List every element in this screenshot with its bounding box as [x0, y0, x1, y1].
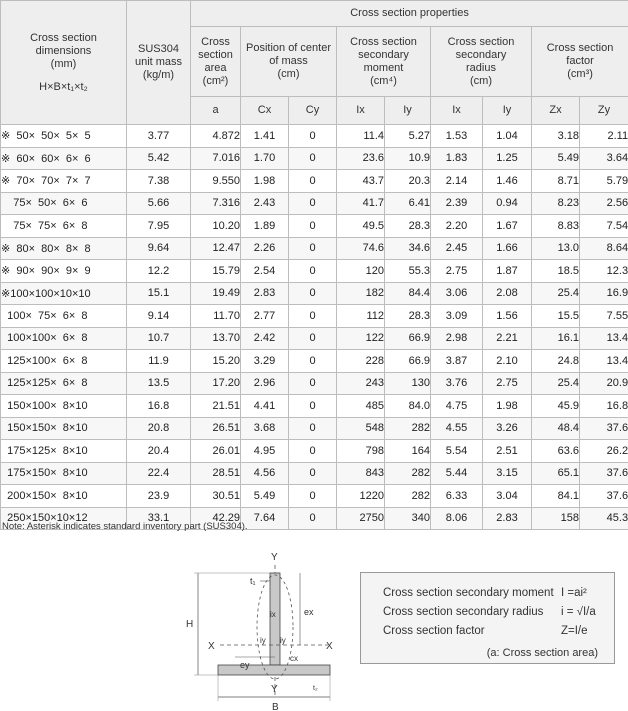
cell-dimensions: 150×150× 8×10 — [1, 417, 127, 440]
cell-dimensions: 125×100× 6× 8 — [1, 350, 127, 373]
formula-radius-expr: i = √I/a — [561, 606, 596, 618]
cell-cx: 4.41 — [241, 395, 289, 418]
cell-cx: 4.95 — [241, 440, 289, 463]
cell-zx: 18.5 — [532, 260, 580, 283]
cell-dimensions: 125×125× 6× 8 — [1, 372, 127, 395]
table-row — [1, 260, 628, 283]
subheader-zy: Zy — [580, 97, 628, 125]
label-ey: ey — [240, 660, 250, 670]
cell-zy: 37.6 — [580, 462, 628, 485]
cell-iy-radius: 2.08 — [483, 282, 532, 305]
header-factor-line2: factor — [566, 55, 594, 67]
cell-area: 12.47 — [191, 237, 241, 260]
cell-ix-moment: 43.7 — [337, 170, 385, 193]
cell-cy: 0 — [289, 327, 337, 350]
cell-iy-moment: 282 — [385, 485, 431, 508]
table-row — [1, 192, 628, 215]
cell-dimensions: 200×150× 8×10 — [1, 485, 127, 508]
cell-zy: 37.6 — [580, 485, 628, 508]
cell-dimensions: 150×100× 8×10 — [1, 395, 127, 418]
cell-cx: 1.89 — [241, 215, 289, 238]
cell-cx: 3.68 — [241, 417, 289, 440]
formula-row-radius — [383, 606, 596, 618]
cell-zy: 3.64 — [580, 147, 628, 170]
cell-iy-radius: 3.26 — [483, 417, 532, 440]
cell-ix-moment: 228 — [337, 350, 385, 373]
cell-zx: 15.5 — [532, 305, 580, 328]
cell-zy: 5.79 — [580, 170, 628, 193]
table-row — [1, 215, 628, 238]
cell-cy: 0 — [289, 350, 337, 373]
cell-ix-radius: 6.33 — [431, 485, 483, 508]
table-row — [1, 350, 628, 373]
header-center-of-mass — [241, 27, 337, 97]
cell-dimensions: 100×100× 6× 8 — [1, 327, 127, 350]
header-com-line1: Position of center — [246, 42, 331, 54]
header-properties-title: Cross section properties — [191, 1, 628, 27]
cell-mass: 5.42 — [127, 147, 191, 170]
label-x-right: X — [326, 641, 333, 652]
header-dimensions-line1: Cross section — [30, 31, 97, 44]
cell-ix-moment: 120 — [337, 260, 385, 283]
cell-area: 10.20 — [191, 215, 241, 238]
subheader-ix-moment: Ix — [337, 97, 385, 125]
header-area — [191, 27, 241, 97]
cell-mass: 7.38 — [127, 170, 191, 193]
cell-ix-moment: 1220 — [337, 485, 385, 508]
cell-ix-radius: 2.75 — [431, 260, 483, 283]
header-secondary-moment — [337, 27, 431, 97]
subheader-a: a — [191, 97, 241, 125]
header-area-line3: area — [204, 61, 227, 74]
subheader-ix-radius: Ix — [431, 97, 483, 125]
formula-factor-label: Cross section factor — [383, 625, 485, 637]
cell-cy: 0 — [289, 440, 337, 463]
cell-area: 9.550 — [191, 170, 241, 193]
header-moment-line4: (cm⁴) — [370, 74, 397, 87]
cell-zx: 25.4 — [532, 372, 580, 395]
cell-ix-moment: 41.7 — [337, 192, 385, 215]
cell-zx: 158 — [532, 507, 580, 530]
cell-ix-radius: 3.09 — [431, 305, 483, 328]
cell-ix-moment: 74.6 — [337, 237, 385, 260]
header-com-line2: of mass — [269, 55, 308, 67]
cell-iy-radius: 1.56 — [483, 305, 532, 328]
formula-row-factor — [383, 625, 588, 637]
cell-zx: 3.18 — [532, 125, 580, 148]
header-factor-line3: (cm³) — [567, 68, 593, 80]
cell-mass: 11.9 — [127, 350, 191, 373]
cell-zy: 12.3 — [580, 260, 628, 283]
cell-dimensions: 75× 50× 6× 6 — [1, 192, 127, 215]
cell-cy: 0 — [289, 417, 337, 440]
cell-zy: 2.56 — [580, 192, 628, 215]
cell-ix-radius: 1.83 — [431, 147, 483, 170]
label-y-bottom: Y — [271, 684, 278, 695]
cell-iy-radius: 1.67 — [483, 215, 532, 238]
cell-dimensions: 100× 75× 6× 8 — [1, 305, 127, 328]
cell-cx: 2.42 — [241, 327, 289, 350]
cell-iy-moment: 84.0 — [385, 395, 431, 418]
cell-iy-radius: 3.15 — [483, 462, 532, 485]
subheader-zx: Zx — [532, 97, 580, 125]
cell-area: 4.872 — [191, 125, 241, 148]
table-row — [1, 147, 628, 170]
cell-iy-radius: 2.51 — [483, 440, 532, 463]
formula-row-moment — [383, 587, 587, 599]
label-iy-right: iy — [280, 636, 286, 645]
cell-area: 7.016 — [191, 147, 241, 170]
table-row — [1, 305, 628, 328]
cell-iy-radius: 1.66 — [483, 237, 532, 260]
cell-zx: 8.23 — [532, 192, 580, 215]
table-row — [1, 125, 628, 148]
cell-zy: 26.2 — [580, 440, 628, 463]
cell-area: 30.51 — [191, 485, 241, 508]
subheader-cy: Cy — [289, 97, 337, 125]
table-row — [1, 462, 628, 485]
cell-mass: 3.77 — [127, 125, 191, 148]
table-row — [1, 440, 628, 463]
label-b: B — [272, 702, 279, 711]
cell-area: 42.29 — [191, 507, 241, 530]
header-com-line3: (cm) — [277, 68, 300, 80]
cell-ix-radius: 3.06 — [431, 282, 483, 305]
flange-plate — [218, 665, 330, 675]
cell-iy-moment: 28.3 — [385, 215, 431, 238]
header-unit-mass — [127, 1, 191, 125]
cell-dimensions: ※100×100×10×10 — [1, 282, 127, 305]
header-dimensions — [1, 1, 127, 125]
header-area-line2: section — [198, 48, 233, 61]
table-row — [1, 170, 628, 193]
cell-area: 13.70 — [191, 327, 241, 350]
cell-iy-radius: 2.75 — [483, 372, 532, 395]
cell-cx: 7.64 — [241, 507, 289, 530]
cell-dimensions: ※ 70× 70× 7× 7 — [1, 170, 127, 193]
cell-iy-radius: 2.21 — [483, 327, 532, 350]
cell-cx: 2.54 — [241, 260, 289, 283]
cell-iy-moment: 282 — [385, 462, 431, 485]
cell-dimensions: ※ 60× 60× 6× 6 — [1, 147, 127, 170]
cell-area: 19.49 — [191, 282, 241, 305]
cell-zx: 63.6 — [532, 440, 580, 463]
cell-cx: 2.83 — [241, 282, 289, 305]
cell-ix-moment: 11.4 — [337, 125, 385, 148]
cell-area: 26.01 — [191, 440, 241, 463]
cell-ix-radius: 2.14 — [431, 170, 483, 193]
cell-cx: 3.29 — [241, 350, 289, 373]
cell-cx: 1.98 — [241, 170, 289, 193]
cell-iy-radius: 1.87 — [483, 260, 532, 283]
cell-iy-moment: 34.6 — [385, 237, 431, 260]
cell-ix-radius: 5.44 — [431, 462, 483, 485]
cell-mass: 9.14 — [127, 305, 191, 328]
cell-zy: 16.9 — [580, 282, 628, 305]
header-section-factor — [532, 27, 628, 97]
cell-ix-moment: 798 — [337, 440, 385, 463]
cell-iy-radius: 1.25 — [483, 147, 532, 170]
cell-area: 21.51 — [191, 395, 241, 418]
table-row — [1, 237, 628, 260]
header-unit-mass-line2: unit mass — [134, 56, 183, 68]
cell-zy: 8.64 — [580, 237, 628, 260]
cell-mass: 23.9 — [127, 485, 191, 508]
cell-iy-radius: 2.10 — [483, 350, 532, 373]
cell-zx: 24.8 — [532, 350, 580, 373]
cell-ix-moment: 23.6 — [337, 147, 385, 170]
table-row — [1, 417, 628, 440]
label-t1: t₁ — [250, 576, 256, 586]
cell-iy-moment: 282 — [385, 417, 431, 440]
header-moment-line2: secondary — [358, 48, 409, 61]
cell-iy-radius: 1.98 — [483, 395, 532, 418]
header-radius-line2: secondary — [455, 48, 507, 61]
cell-iy-moment: 5.27 — [385, 125, 431, 148]
cell-cy: 0 — [289, 260, 337, 283]
web-plate — [270, 573, 280, 665]
cell-area: 28.51 — [191, 462, 241, 485]
label-x-left: X — [208, 641, 215, 652]
cell-iy-radius: 2.83 — [483, 507, 532, 530]
cell-iy-moment: 164 — [385, 440, 431, 463]
cell-mass: 22.4 — [127, 462, 191, 485]
cell-cy: 0 — [289, 305, 337, 328]
cell-cx: 2.26 — [241, 237, 289, 260]
cell-ix-radius: 4.55 — [431, 417, 483, 440]
formula-moment-expr: I =ai² — [561, 587, 587, 599]
subheader-iy-moment: Iy — [385, 97, 431, 125]
cell-ix-radius: 8.06 — [431, 507, 483, 530]
cell-cx: 1.41 — [241, 125, 289, 148]
cell-ix-moment: 843 — [337, 462, 385, 485]
cell-cx: 2.43 — [241, 192, 289, 215]
cell-ix-radius: 5.54 — [431, 440, 483, 463]
cell-mass: 20.8 — [127, 417, 191, 440]
header-dimensions-line4: H×B×t₁×t₂ — [39, 80, 88, 93]
header-moment-line1: Cross section — [350, 35, 417, 48]
cell-ix-moment: 485 — [337, 395, 385, 418]
cell-zx: 65.1 — [532, 462, 580, 485]
cell-zx: 45.9 — [532, 395, 580, 418]
cell-cx: 2.77 — [241, 305, 289, 328]
t-section-diagram — [180, 545, 350, 711]
cell-cx: 4.56 — [241, 462, 289, 485]
cell-dimensions: 175×150× 8×10 — [1, 462, 127, 485]
header-factor-line1: Cross section — [546, 42, 614, 54]
cell-iy-radius: 3.04 — [483, 485, 532, 508]
subheader-cx: Cx — [241, 97, 289, 125]
formula-factor-expr: Z=I/e — [561, 625, 588, 637]
cell-iy-radius: 1.04 — [483, 125, 532, 148]
cell-iy-moment: 10.9 — [385, 147, 431, 170]
cell-mass: 9.64 — [127, 237, 191, 260]
label-cx: cx — [290, 654, 298, 663]
cell-iy-moment: 84.4 — [385, 282, 431, 305]
cell-ix-moment: 182 — [337, 282, 385, 305]
cell-zy: 16.8 — [580, 395, 628, 418]
cell-ix-radius: 2.45 — [431, 237, 483, 260]
label-h: H — [186, 619, 194, 630]
cell-cy: 0 — [289, 372, 337, 395]
header-radius-line1: Cross section — [447, 35, 515, 48]
cell-zx: 48.4 — [532, 417, 580, 440]
cell-zx: 16.1 — [532, 327, 580, 350]
cell-dimensions: ※ 80× 80× 8× 8 — [1, 237, 127, 260]
cell-zy: 7.54 — [580, 215, 628, 238]
cell-dimensions: ※ 90× 90× 9× 9 — [1, 260, 127, 283]
cell-zx: 8.71 — [532, 170, 580, 193]
cell-iy-moment: 6.41 — [385, 192, 431, 215]
header-dimensions-line2: dimensions — [35, 44, 92, 57]
header-unit-mass-line3: (kg/m) — [142, 69, 175, 81]
cell-zy: 13.4 — [580, 350, 628, 373]
cell-ix-moment: 2750 — [337, 507, 385, 530]
table-row — [1, 372, 628, 395]
formula-moment-label: Cross section secondary moment — [383, 587, 554, 599]
header-unit-mass-line1: SUS304 — [138, 43, 179, 55]
cell-iy-moment: 130 — [385, 372, 431, 395]
header-secondary-radius — [431, 27, 532, 97]
cell-dimensions: 75× 75× 6× 8 — [1, 215, 127, 238]
header-moment-line3: moment — [363, 61, 404, 74]
cell-mass: 13.5 — [127, 372, 191, 395]
cell-cy: 0 — [289, 192, 337, 215]
cell-ix-moment: 122 — [337, 327, 385, 350]
header-radius-line4: (cm) — [470, 74, 492, 87]
cell-area: 15.79 — [191, 260, 241, 283]
cell-iy-moment: 340 — [385, 507, 431, 530]
cell-zy: 37.6 — [580, 417, 628, 440]
header-area-line4: (cm²) — [202, 74, 229, 87]
cell-ix-radius: 3.76 — [431, 372, 483, 395]
cell-cy: 0 — [289, 237, 337, 260]
cell-dimensions: 175×125× 8×10 — [1, 440, 127, 463]
formula-box — [360, 572, 615, 664]
cell-mass: 20.4 — [127, 440, 191, 463]
cell-zy: 13.4 — [580, 327, 628, 350]
cell-cy: 0 — [289, 462, 337, 485]
cell-area: 15.20 — [191, 350, 241, 373]
cell-cx: 5.49 — [241, 485, 289, 508]
cell-mass: 12.2 — [127, 260, 191, 283]
cell-ix-radius: 2.98 — [431, 327, 483, 350]
cell-ix-moment: 112 — [337, 305, 385, 328]
cell-iy-radius: 0.94 — [483, 192, 532, 215]
cell-ix-moment: 49.5 — [337, 215, 385, 238]
cell-zy: 7.55 — [580, 305, 628, 328]
cell-ix-moment: 243 — [337, 372, 385, 395]
cell-zx: 13.0 — [532, 237, 580, 260]
cell-zy: 2.11 — [580, 125, 628, 148]
cell-area: 17.20 — [191, 372, 241, 395]
cell-cy: 0 — [289, 125, 337, 148]
label-y-top: Y — [271, 552, 278, 563]
cell-mass: 16.8 — [127, 395, 191, 418]
label-ex: ex — [304, 607, 314, 617]
label-ix: ix — [270, 610, 276, 619]
header-dimensions-line3: (mm) — [50, 57, 77, 70]
cell-cx: 2.96 — [241, 372, 289, 395]
cell-cx: 1.70 — [241, 147, 289, 170]
cell-ix-radius: 2.39 — [431, 192, 483, 215]
cell-ix-radius: 4.75 — [431, 395, 483, 418]
cell-area: 7.316 — [191, 192, 241, 215]
cell-zx: 8.83 — [532, 215, 580, 238]
header-radius-line3: radius — [466, 61, 496, 74]
cell-cy: 0 — [289, 170, 337, 193]
cell-cy: 0 — [289, 507, 337, 530]
cell-iy-moment: 55.3 — [385, 260, 431, 283]
cell-zy: 45.3 — [580, 507, 628, 530]
cell-iy-moment: 20.3 — [385, 170, 431, 193]
label-iy-left: iy — [260, 636, 266, 645]
cell-mass: 15.1 — [127, 282, 191, 305]
cell-mass: 7.95 — [127, 215, 191, 238]
table-row — [1, 282, 628, 305]
cell-iy-moment: 66.9 — [385, 327, 431, 350]
cell-zx: 25.4 — [532, 282, 580, 305]
cell-cy: 0 — [289, 395, 337, 418]
cell-area: 11.70 — [191, 305, 241, 328]
table-body — [1, 125, 628, 530]
header-area-line1: Cross — [201, 35, 230, 48]
cell-zx: 84.1 — [532, 485, 580, 508]
formula-radius-label: Cross section secondary radius — [383, 606, 544, 618]
cell-mass: 5.66 — [127, 192, 191, 215]
footnote: Note: Asterisk indicates standard inventory part (SUS304). — [2, 521, 248, 532]
cell-mass: 33.1 — [127, 507, 191, 530]
cell-zx: 5.49 — [532, 147, 580, 170]
table-row — [1, 485, 628, 508]
cell-ix-radius: 3.87 — [431, 350, 483, 373]
cell-cy: 0 — [289, 215, 337, 238]
formula-area-note: (a: Cross section area) — [486, 647, 598, 659]
cell-iy-moment: 66.9 — [385, 350, 431, 373]
cell-dimensions: ※ 50× 50× 5× 5 — [1, 125, 127, 148]
cell-area: 26.51 — [191, 417, 241, 440]
cell-cy: 0 — [289, 147, 337, 170]
cell-zy: 20.9 — [580, 372, 628, 395]
cell-ix-moment: 548 — [337, 417, 385, 440]
cell-ix-radius: 1.53 — [431, 125, 483, 148]
table-row — [1, 327, 628, 350]
cell-iy-moment: 28.3 — [385, 305, 431, 328]
table-row — [1, 395, 628, 418]
cell-cy: 0 — [289, 485, 337, 508]
cell-ix-radius: 2.20 — [431, 215, 483, 238]
cell-mass: 10.7 — [127, 327, 191, 350]
cell-cy: 0 — [289, 282, 337, 305]
cell-dimensions: 250×150×10×12 — [1, 507, 127, 530]
subheader-iy-radius: Iy — [483, 97, 532, 125]
label-t2: t₂ — [313, 685, 318, 692]
cell-iy-radius: 1.46 — [483, 170, 532, 193]
